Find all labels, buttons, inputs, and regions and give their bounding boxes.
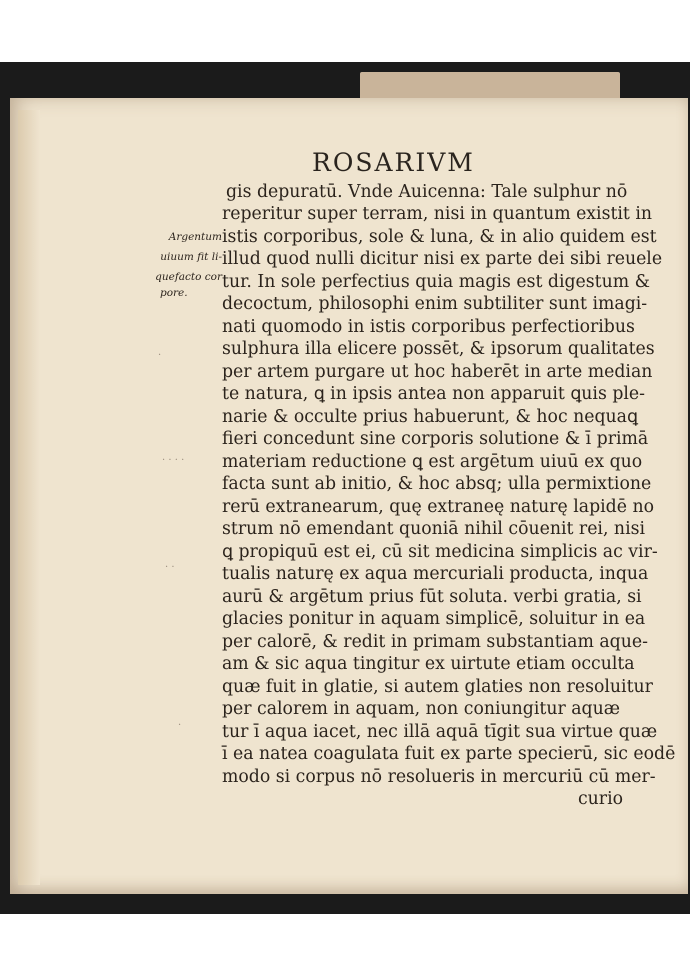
text-line: tualis naturę ex aqua mercuriali producta, inqua (222, 564, 649, 584)
ink-smudge: · (158, 350, 162, 361)
text-line: gis depuratū. Vnde Auicenna: Tale sulphur nō (226, 182, 628, 202)
text-line: tur ī aqua iacet, nec illā aquā tīgit sua virtue quæ (222, 722, 658, 742)
running-head: ROSARIVM (312, 148, 475, 177)
text-line: decoctum, philosophi enim subtiliter sunt imagi- (222, 294, 648, 314)
text-line: facta sunt ab initio, & hoc absq; ulla permixtione (222, 474, 652, 494)
text-line: narie & occulte prius habuerunt, & hoc nequaꝗ (222, 407, 638, 427)
text-line: per calorē, & redit in primam substantiam aque- (222, 632, 648, 652)
text-line: ī ea natea coagulata fuit ex parte specierū, sic eodē (222, 744, 676, 764)
text-line: ꝗ propiquū est ei, cū sit medicina simplicis ac vir- (222, 542, 658, 562)
text-line: am & sic aqua tingitur ex uirtute etiam occulta (222, 654, 635, 674)
text-line: materiam reductione ꝗ est argētum uiuū ex quo (222, 452, 643, 472)
page-gutter (18, 110, 40, 885)
text-line: istis corporibus, sole & luna, & in alio quidem est (222, 227, 657, 247)
text-line: rerū extranearum, quę extraneę naturę lapidē no (222, 497, 654, 517)
text-line: per artem purgare ut hoc haberēt in arte median (222, 362, 653, 382)
text-line: quæ fuit in glatie, si autem glaties non resoluitur (222, 677, 653, 697)
ink-smudge: · (178, 720, 182, 731)
text-line: aurū & argētum prius fūt soluta. verbi gratia, si (222, 587, 642, 607)
text-line: reperitur super terram, nisi in quantum existit in (222, 204, 653, 224)
text-line: nati quomodo in istis corporibus perfectioribus (222, 317, 635, 337)
text-line: illud quod nulli dicitur nisi ex parte dei sibi reuele (222, 249, 663, 269)
ink-smudge: · · · · (162, 455, 185, 466)
text-line: modo si corpus nō resolueris in mercuriū cū mer- (222, 767, 656, 787)
margin-note-line: pore. (160, 287, 188, 299)
margin-note-line: uiuum fit li- (160, 251, 222, 263)
margin-note-line: quefacto cor (155, 271, 222, 283)
margin-note-line: Argentum (168, 231, 222, 243)
text-line: te natura, ꝗ in ipsis antea non apparuit ꝗuis ple- (222, 384, 645, 404)
text-line: fieri concedunt sine corporis solutione & ī primā (222, 429, 649, 449)
ink-smudge: · · (165, 562, 175, 573)
catchword: curio (578, 789, 624, 809)
text-line: per calorem in aquam, non coniungitur aquæ (222, 699, 620, 719)
text-line: glacies ponitur in aquam simplicē, soluitur in ea (222, 609, 646, 629)
text-line: sulphura illa elicere possēt, & ipsorum qualitates (222, 339, 655, 359)
text-line: strum nō emendant quoniā nihil cōuenit rei, nisi (222, 519, 645, 539)
text-line: tur. In sole perfectius quia magis est digestum & (222, 272, 650, 292)
